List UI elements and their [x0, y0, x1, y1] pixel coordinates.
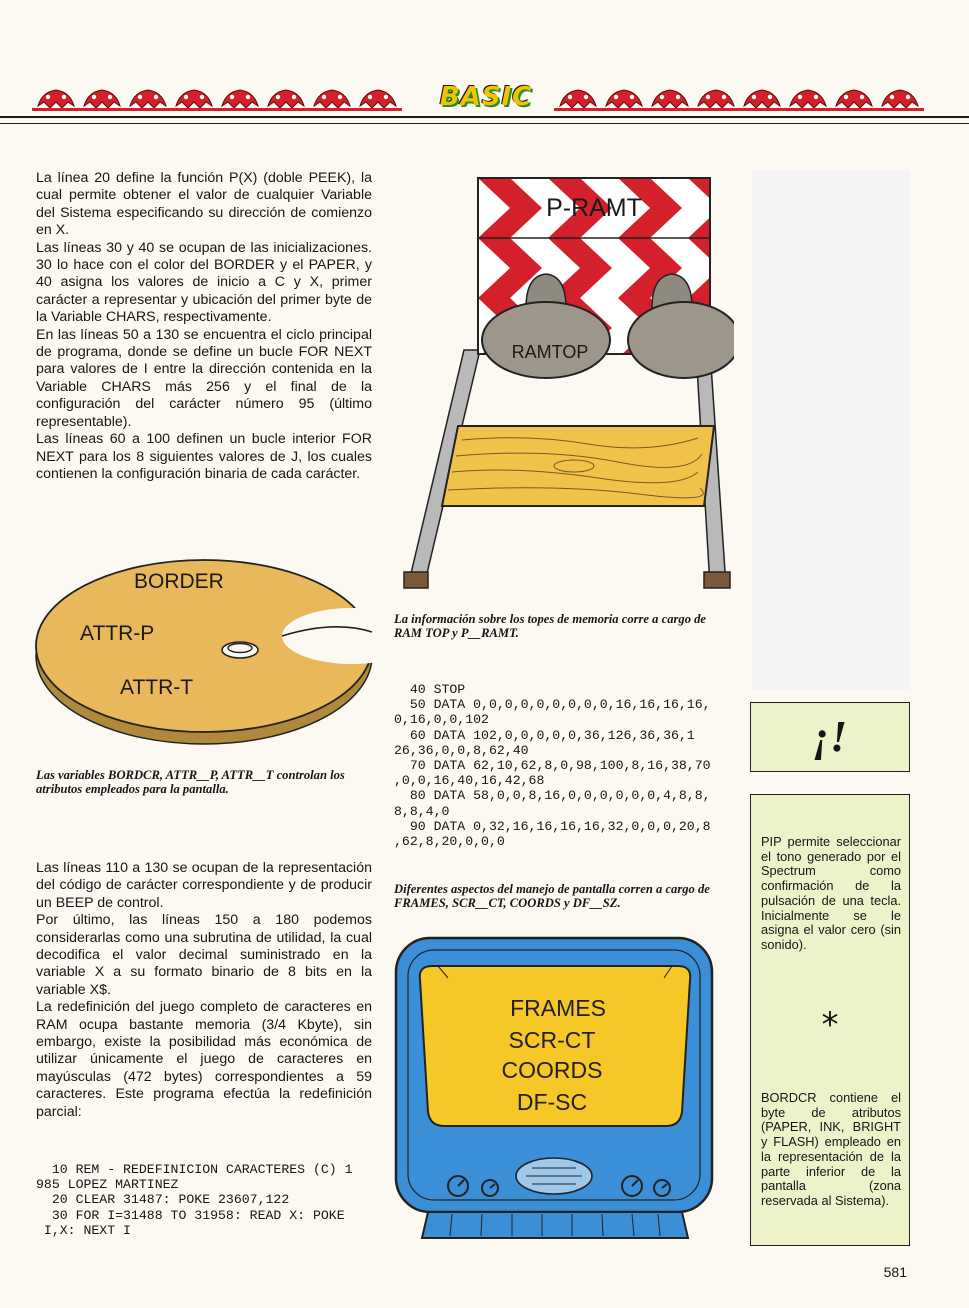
- asterisk-divider: *: [821, 1005, 839, 1045]
- barrier-caption: La información sobre los topes de memoria corre a cargo de RAM TOP y P__RAMT.: [394, 612, 707, 640]
- top-rule-thin: [0, 123, 969, 124]
- paragraph: Las líneas 30 y 40 se ocupan de las inicializaciones. 30 lo hace con el color del BORDER y el PAPER, y 40 asigna los valores de inicio a C y X, primer carácter a representar y ubicación del primer byte de la Variable CHARS, respectivamente.: [36, 239, 372, 326]
- tv-illustration: [392, 928, 724, 1246]
- reverse-page-ghost: [752, 170, 910, 690]
- invader-icon: [600, 90, 648, 111]
- sidebar-exclaim-box: [750, 702, 910, 772]
- tv-label-df-sc: DF-SC: [516, 1089, 588, 1115]
- paragraph: Las líneas 110 a 130 se ocupan de la representación del código de carácter correspondiente y de producir un BEEP de control.: [36, 860, 372, 911]
- pip-note: [761, 835, 901, 953]
- paragraph: Por último, las líneas 150 a 180 podemos considerarlas como una subrutina de utilidad, la cual decodifica el valor decimal suministrado en la variable X a su formato binario de 8 bits en la variable X$.: [36, 912, 372, 998]
- page-number: 581: [883, 1264, 907, 1280]
- palette-caption: Las variables BORDCR, ATTR__P, ATTR__T controlan los atributos empleados para la pantalla.: [36, 768, 345, 796]
- bordcr-note: [761, 1091, 901, 1209]
- palette-illustration: [34, 532, 380, 754]
- lamp-label-ramtop: RAMTOP: [511, 342, 589, 362]
- invader-icon: [646, 90, 694, 111]
- invader-icon: [308, 90, 356, 111]
- exclaim-mark: ¡!: [812, 712, 848, 761]
- pip-text: PIP permite seleccionar el tono generado por el Spectrum como confirmación de la pulsación de una tecla. Inicialmente se le asigna el valor cero (sin sonido).: [761, 834, 901, 952]
- invader-icon: [78, 90, 126, 111]
- invader-icon: [124, 90, 172, 111]
- invader-icon: [876, 90, 924, 111]
- tv-label-frames: FRAMES: [510, 995, 606, 1021]
- palette-label-attr-p: ATTR-P: [80, 622, 155, 645]
- paragraph: En las líneas 50 a 130 se encuentra el ciclo principal de programa, donde se define un bucle FOR NEXT para valores de I entre la dirección contenida en la Variable CHARS más 256 y el final de la configuración del carácter número 95 (último representable).: [36, 326, 372, 430]
- tv-caption: Diferentes aspectos del manejo de pantalla corren a cargo de FRAMES, SCR__CT, COORDS y DF__SZ.: [394, 882, 710, 910]
- sidebar-notes-box: [750, 794, 910, 1246]
- invader-icon: [262, 90, 310, 111]
- invader-icon: [170, 90, 218, 111]
- basic-logo: BASIC: [439, 82, 533, 112]
- invader-icon: [738, 90, 786, 111]
- invader-icon: [554, 90, 602, 111]
- body-text-continued: [36, 860, 372, 1121]
- palette-label-border: BORDER: [134, 570, 224, 593]
- barrier-illustration: [398, 172, 734, 608]
- invader-icon: [354, 90, 402, 111]
- invader-icon: [830, 90, 878, 111]
- paragraph: La línea 20 define la función P(X) (doble PEEK), la cual permite obtener el valor de cualquier Variable del Sistema especificando su dirección de comienzo en X.: [36, 170, 372, 239]
- paragraph: Las líneas 60 a 100 definen un bucle interior FOR NEXT para los 8 siguientes valores de J, los cuales contienen la configuración binaria de cada carácter.: [36, 431, 372, 482]
- code-listing-data: 40 STOP 50 DATA 0,0,0,0,0,0,0,0,0,16,16,16,16, 0,16,0,0,102 60 DATA 102,0,0,0,0,0,36,126,36,36,1 26,36,0,0,8,62,40 70 DATA 62,10,62,8,0,98,100,8,16,38,70 ,0,0,16,40,16,42,68 80 DATA 58,0,0,8,16,0,0,0,0,0,0,4,8,8, 8,8,4,0 90 DATA 0,32,16,16,16,16,32,0,0,0,20,8 ,62,8,20,0,0,0: [394, 682, 711, 850]
- code-listing-start: 10 REM - REDEFINICION CARACTERES (C) 1 985 LOPEZ MARTINEZ 20 CLEAR 31487: POKE 23607,122 30 FOR I=31488 TO 31958: READ X: POKE I,X: NEXT I: [36, 1162, 353, 1238]
- invader-icon: [32, 90, 80, 111]
- invader-icon: [216, 90, 264, 111]
- intro-text: [36, 170, 372, 483]
- invader-icon: [692, 90, 740, 111]
- invader-icon: [784, 90, 832, 111]
- tv-label-scr-ct: SCR-CT: [508, 1027, 596, 1053]
- bordcr-text: BORDCR contiene el byte de atributos (PAPER, INK, BRIGHT y FLASH) empleado en la representación de la parte inferior de la pantalla (zona reservada al Sistema).: [761, 1090, 901, 1208]
- palette-label-attr-t: ATTR-T: [120, 676, 194, 699]
- tv-label-coords: COORDS: [501, 1057, 603, 1083]
- paragraph: La redefinición del juego completo de caracteres en RAM ocupa bastante memoria (3/4 Kbyte), sin embargo, existe la posibilidad más económica de utilizar únicamente el juego de caracteres en mayúsculas (472 bytes) correspondientes a 59 caracteres. Este programa efectúa la redefinición parcial:: [36, 999, 372, 1120]
- sign-label-p-ramt: P-RAMT: [546, 194, 642, 222]
